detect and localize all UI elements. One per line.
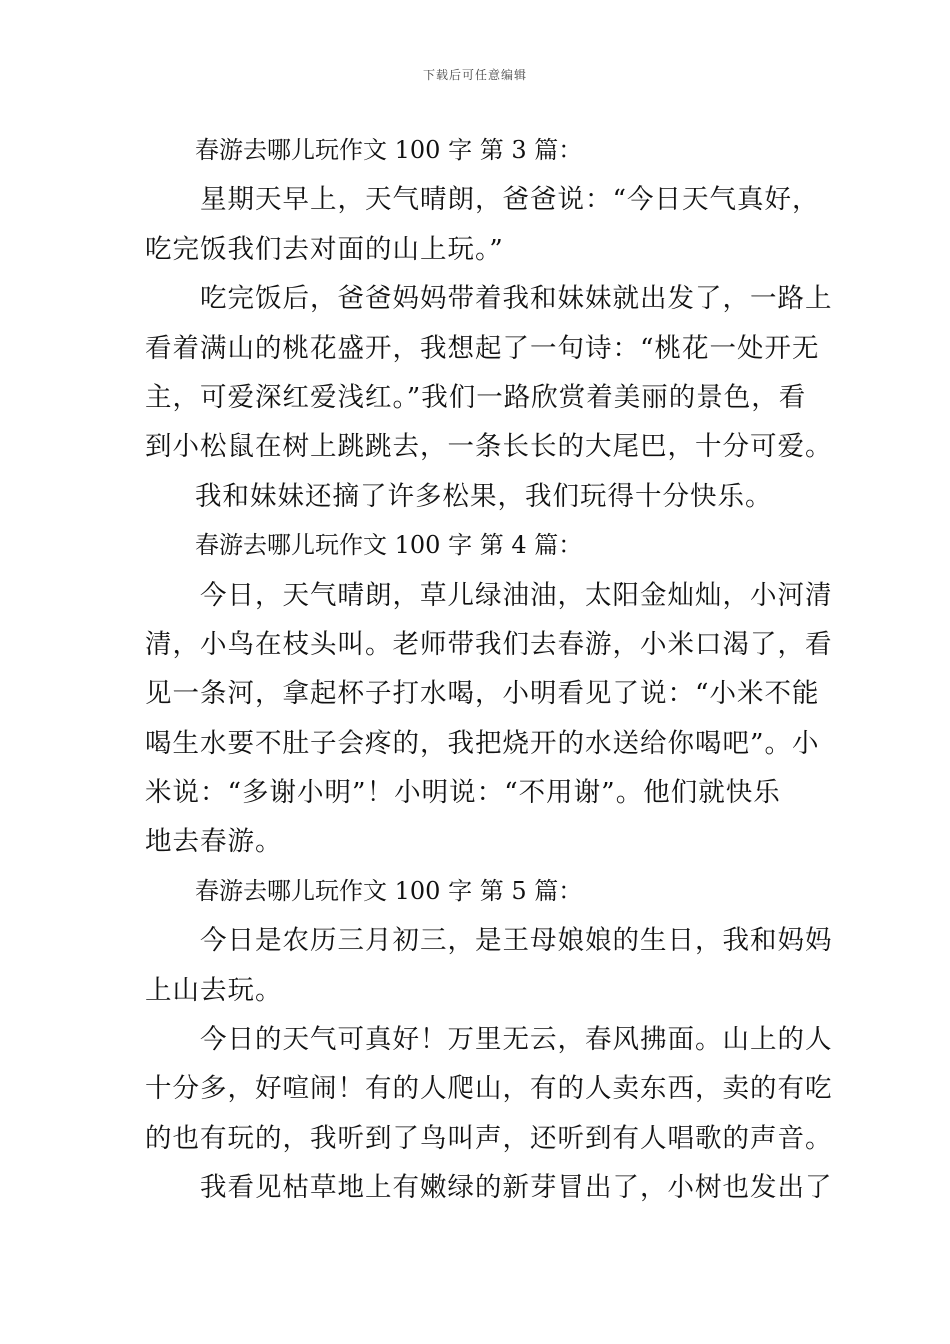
paragraph-line: 的也有玩的，我听到了鸟叫声，还听到有人唱歌的声音。 <box>145 1122 833 1154</box>
paragraph-line: 米说：“多谢小明”！小明说：“不用谢”。他们就快乐 <box>145 777 781 809</box>
section-heading-5: 春游去哪儿玩作文 100 字 第 5 篇： <box>195 876 583 905</box>
page-header: 下载后可任意编辑 <box>422 68 527 82</box>
paragraph-line: 到小松鼠在树上跳跳去，一条长长的大尾巴，十分可爱。 <box>145 431 833 463</box>
paragraph-line: 吃完饭我们去对面的山上玩。” <box>145 233 504 265</box>
paragraph-line: 清，小鸟在枝头叫。老师带我们去春游，小米口渴了，看 <box>145 628 833 660</box>
paragraph-line: 喝生水要不肚子会疼的，我把烧开的水送给你喝吧”。小 <box>145 727 820 759</box>
document-body <box>145 126 833 1213</box>
paragraph-line: 看着满山的桃花盛开，我想起了一句诗：“桃花一处开无 <box>145 332 820 364</box>
paragraph-line: 上山去玩。 <box>145 974 283 1006</box>
paragraph-line: 星期天早上，天气晴朗，爸爸说：“今日天气真好， <box>200 184 820 216</box>
paragraph-line: 十分多，好喧闹！有的人爬山，有的人卖东西，卖的有吃 <box>145 1073 833 1105</box>
paragraph-line: 今日是农历三月初三，是王母娘娘的生日，我和妈妈 <box>200 925 833 957</box>
paragraph-line: 见一条河，拿起杯子打水喝，小明看见了说：“小米不能 <box>145 678 820 710</box>
paragraph-line: 主，可爱深红爱浅红。”我们一路欣赏着美丽的景色，看 <box>145 381 807 413</box>
section-heading-4: 春游去哪儿玩作文 100 字 第 4 篇： <box>195 531 583 560</box>
paragraph-line: 我看见枯草地上有嫩绿的新芽冒出了，小树也发出了 <box>200 1172 833 1204</box>
section-heading-3: 春游去哪儿玩作文 100 字 第 3 篇： <box>195 136 583 164</box>
paragraph-line: 我和妹妹还摘了许多松果，我们玩得十分快乐。 <box>195 480 773 512</box>
paragraph-line: 地去春游。 <box>145 826 283 858</box>
paragraph-line: 吃完饭后，爸爸妈妈带着我和妹妹就出发了，一路上 <box>200 283 833 315</box>
paragraph-line: 今日，天气晴朗，草儿绿油油，太阳金灿灿，小河清 <box>200 579 833 611</box>
paragraph-line: 今日的天气可真好！万里无云，春风拂面。山上的人 <box>200 1024 833 1056</box>
